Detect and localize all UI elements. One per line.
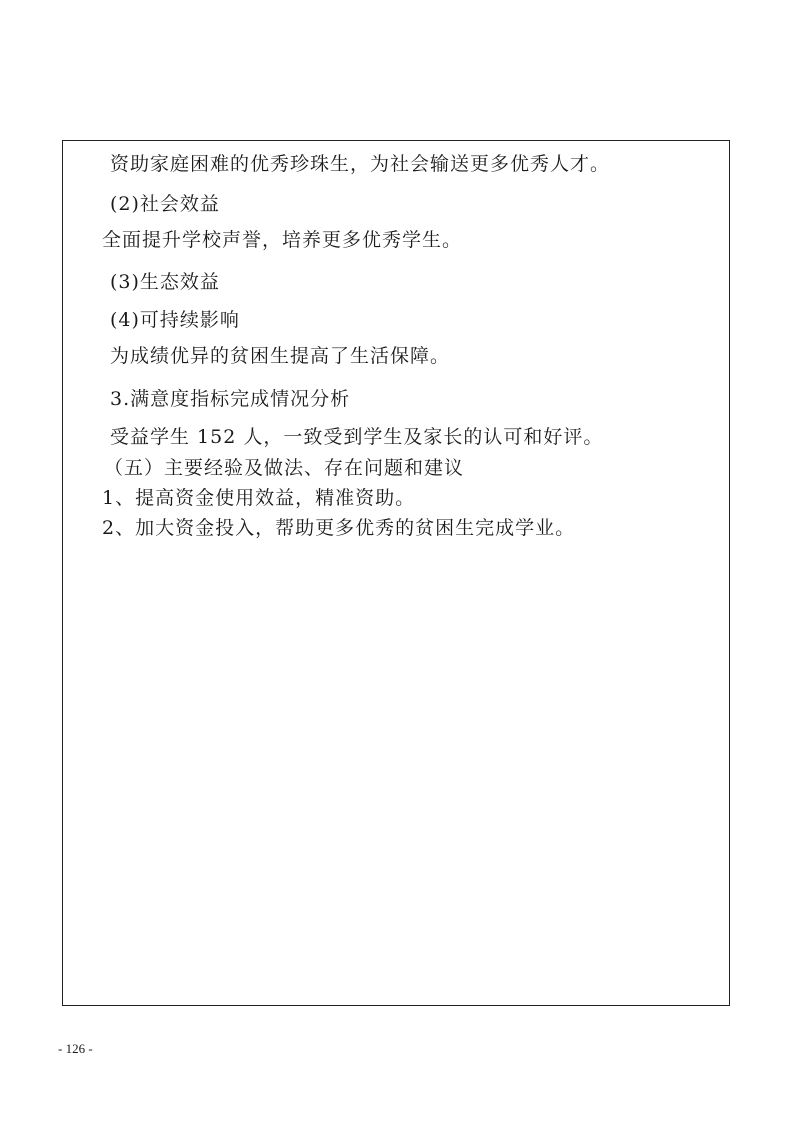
text-line-10: 1、提高资金使用效益，精准资助。 <box>102 487 416 509</box>
text-line-6: 为成绩优异的贫困生提高了生活保障。 <box>110 345 451 367</box>
text-line-4: (3)生态效益 <box>110 271 220 293</box>
text-line-1: 资助家庭困难的优秀珍珠生，为社会输送更多优秀人才。 <box>110 153 611 175</box>
text-line-11: 2、加大资金投入，帮助更多优秀的贫困生完成学业。 <box>102 517 576 539</box>
text-line-5: (4)可持续影响 <box>110 309 240 331</box>
text-line-7: 3.满意度指标完成情况分析 <box>110 388 351 410</box>
text-line-2: (2)社会效益 <box>110 193 220 215</box>
text-line-3: 全面提升学校声誉，培养更多优秀学生。 <box>102 229 463 251</box>
text-line-8: 受益学生 152 人，一致受到学生及家长的认可和好评。 <box>110 426 604 448</box>
page-number: - 126 - <box>58 1041 93 1056</box>
text-line-9: （五）主要经验及做法、存在问题和建议 <box>104 457 465 479</box>
